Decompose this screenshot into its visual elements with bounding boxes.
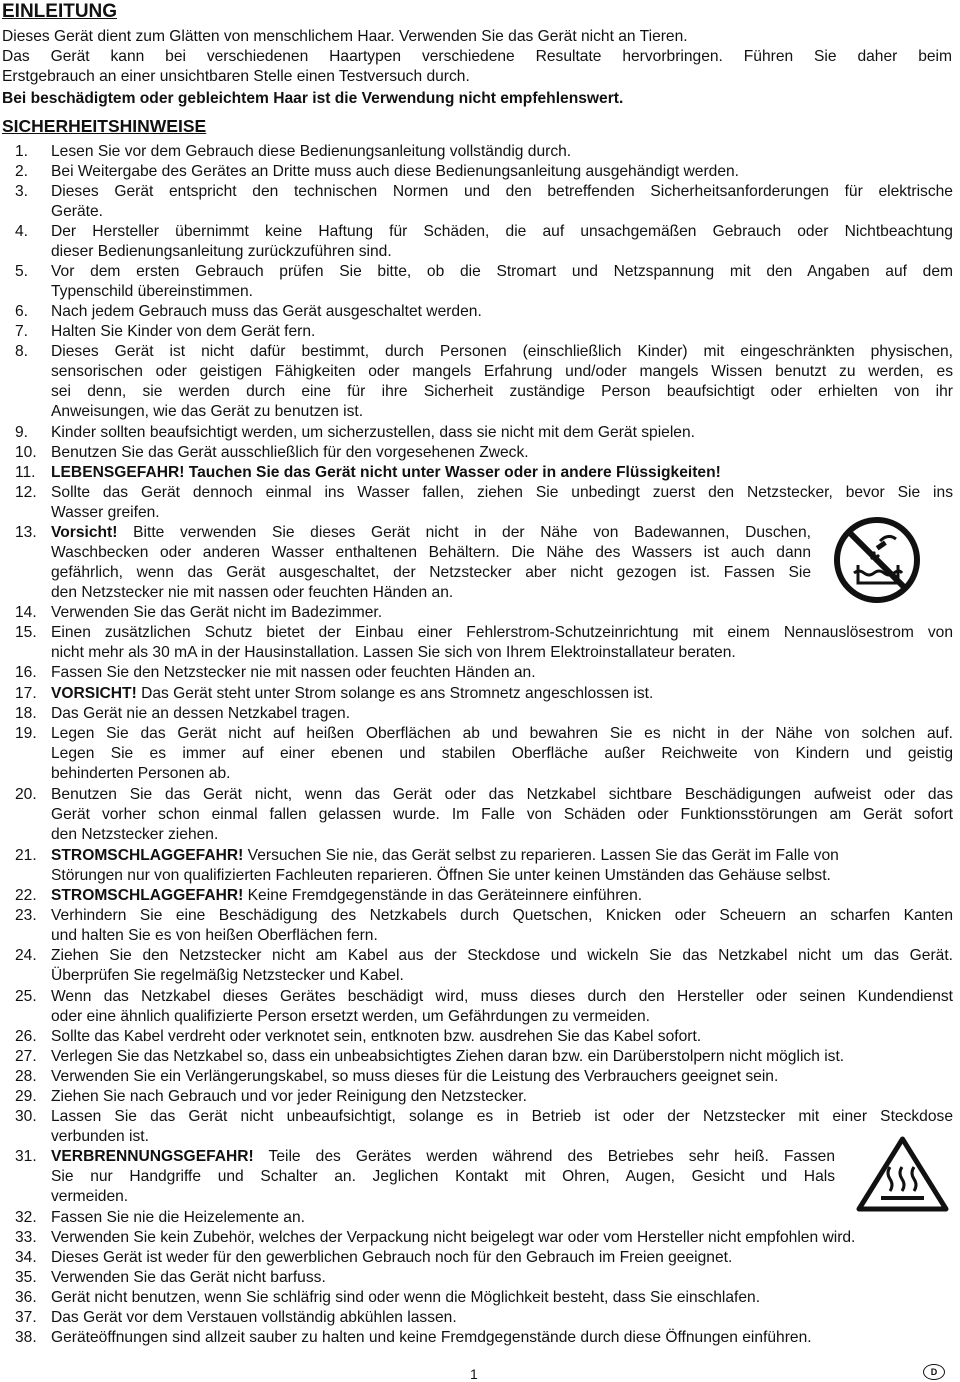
item-text-rest: Bitte verwenden Sie dieses Gerät nicht in der Nähe von Badewannen, Duschen, bbox=[117, 524, 811, 541]
item-text: Gerät nicht benutzen, wenn Sie schläfrig sind oder wenn die Möglichkeit besteht, dass Sie einschlafen. bbox=[51, 1289, 761, 1306]
item-number: 26. bbox=[15, 1028, 37, 1045]
item-number: 25. bbox=[15, 988, 37, 1005]
item-text: Ziehen Sie nach Gebrauch und vor jeder Reinigung den Netzstecker. bbox=[51, 1088, 527, 1105]
item-text: Benutzen Sie das Gerät nicht, wenn das Gerät oder das Netzkabel sichtbare Beschädigungen aufweist oder das bbox=[51, 786, 953, 803]
item-number: 19. bbox=[15, 725, 37, 742]
item-text: Das Gerät vor dem Verstauen vollständig abkühlen lassen. bbox=[51, 1309, 457, 1326]
item-text: Verwenden Sie ein Verlängerungskabel, so muss dieses für die Leistung des Verbrauchers geeignet sein. bbox=[51, 1068, 779, 1085]
item-number: 7. bbox=[15, 323, 29, 340]
item-number: 37. bbox=[15, 1309, 37, 1326]
item-text-cont: sei denn, sie werden durch eine für ihre Sicherheit zuständige Person beaufsichtigt oder erhielten von ihr bbox=[51, 383, 953, 400]
item-text: Vor dem ersten Gebrauch prüfen Sie bitte, ob die Stromart und Netzspannung mit den Angaben auf dem bbox=[51, 263, 953, 280]
item-text: Dieses Gerät ist nicht dafür bestimmt, durch Personen (einschließlich Kinder) mit eingeschränkten physischen, bbox=[51, 343, 953, 360]
item-number: 33. bbox=[15, 1229, 37, 1246]
item-text: Der Hersteller übernimmt keine Haftung für Schäden, die auf unsachgemäßen Gebrauch oder Nichtbeachtung bbox=[51, 223, 953, 240]
item-number: 12. bbox=[15, 484, 37, 501]
item-number: 35. bbox=[15, 1269, 37, 1286]
item-text-cont: und halten Sie es von heißen Oberflächen fern. bbox=[51, 927, 378, 944]
page-number: 1 bbox=[470, 1366, 478, 1382]
item-number: 5. bbox=[15, 263, 29, 280]
item-text-cont: behinderten Personen ab. bbox=[51, 765, 231, 782]
item-text-cont: vermeiden. bbox=[51, 1188, 129, 1205]
item-number: 11. bbox=[15, 464, 36, 481]
item-text: Einen zusätzlichen Schutz bietet der Einbau einer Fehlerstrom-Schutzeinrichtung mit einem Nennauslösestrom von bbox=[51, 624, 953, 641]
item-text: Verwenden Sie das Gerät nicht barfuss. bbox=[51, 1269, 326, 1286]
item-number: 3. bbox=[15, 183, 29, 200]
item-text-rest: Versuchen Sie nie, das Gerät selbst zu reparieren. Lassen Sie das Gerät im Falle von bbox=[243, 847, 839, 864]
item-number: 10. bbox=[15, 444, 37, 461]
item-text-cont: Gerät vorher schon einmal fallen gelassen wurde. Im Falle von Schäden oder Funktionsstörungen am Gerät sofort bbox=[51, 806, 953, 823]
item-text bbox=[51, 846, 839, 866]
item-number: 29. bbox=[15, 1088, 37, 1105]
item-text: Halten Sie Kinder von dem Gerät fern. bbox=[51, 323, 316, 340]
item-number: 23. bbox=[15, 907, 37, 924]
item-text: Bei Weitergabe des Gerätes an Dritte muss auch diese Bedienungsanleitung ausgehändigt werden. bbox=[51, 163, 740, 180]
item-number: 4. bbox=[15, 223, 29, 240]
item-text-cont: Störungen nur von qualifizierten Fachleuten reparieren. Öffnen Sie unter keinen Umständen das Gehäuse selbst. bbox=[51, 867, 831, 884]
item-number: 34. bbox=[15, 1249, 37, 1266]
item-text bbox=[51, 1147, 835, 1167]
item-text: Lesen Sie vor dem Gebrauch diese Bedienungsanleitung vollständig durch. bbox=[51, 143, 572, 160]
item-text-cont: den Netzstecker nie mit nassen oder feuchten Händen an. bbox=[51, 584, 454, 601]
item-text: Wenn das Netzkabel dieses Gerätes beschädigt wird, muss dieses durch den Hersteller oder seinen Kundendienst bbox=[51, 988, 953, 1005]
item-number: 9. bbox=[15, 424, 29, 441]
item-text: Geräteöffnungen sind allzeit sauber zu halten und keine Fremdgegenstände durch diese Öffnungen einführen. bbox=[51, 1329, 812, 1346]
item-number: 22. bbox=[15, 887, 37, 904]
item-text-cont: oder eine ähnlich qualifizierte Person ersetzt werden, um Gefährdungen zu vermeiden. bbox=[51, 1008, 650, 1025]
item-text-rest: Keine Fremdgegenstände in das Geräteinnere einführen. bbox=[243, 887, 643, 904]
item-text: Verwenden Sie das Gerät nicht im Badezimmer. bbox=[51, 604, 383, 621]
item-number: 32. bbox=[15, 1209, 37, 1226]
item-text bbox=[51, 886, 642, 906]
item-number: 21. bbox=[15, 847, 37, 864]
item-text-rest: Das Gerät steht unter Strom solange es ans Stromnetz angeschlossen ist. bbox=[136, 685, 654, 702]
item-number: 27. bbox=[15, 1048, 37, 1065]
item-text: Nach jedem Gebrauch muss das Gerät ausgeschaltet werden. bbox=[51, 303, 482, 320]
item-number: 28. bbox=[15, 1068, 37, 1085]
item-text-cont: Anweisungen, wie das Gerät zu benutzen ist. bbox=[51, 403, 364, 420]
item-text: Lassen Sie das Gerät nicht unbeaufsichtigt, solange es in Betrieb ist oder der Netzstecker mit einer Steckdose bbox=[51, 1108, 953, 1125]
item-text-bold: STROMSCHLAGGEFAHR! bbox=[51, 847, 244, 864]
item-number: 13. bbox=[15, 524, 37, 541]
item-number: 18. bbox=[15, 705, 37, 722]
item-text-cont: Legen Sie es immer auf einer ebenen und stabilen Oberfläche außer Reichweite von Kindern und geistig bbox=[51, 745, 953, 762]
item-text-cont: Überprüfen Sie regelmäßig Netzstecker und Kabel. bbox=[51, 967, 404, 984]
item-text: Verwenden Sie kein Zubehör, welches der Verpackung nicht beigelegt war oder vom Hersteller nicht empfohlen wird. bbox=[51, 1229, 856, 1246]
item-text-cont: dieser Bedienungsanleitung zurückzuführen sind. bbox=[51, 243, 392, 260]
item-number: 36. bbox=[15, 1289, 37, 1306]
item-text-cont: gefährlich, wenn das Gerät ausgeschaltet, der Netzstecker aber nicht gezogen ist. Fassen Sie bbox=[51, 564, 811, 581]
item-text-cont: verbunden ist. bbox=[51, 1128, 149, 1145]
item-text: Kinder sollten beaufsichtigt werden, um sicherzustellen, dass sie nicht mit dem Gerät spielen. bbox=[51, 424, 695, 441]
item-text-bold: VORSICHT! bbox=[51, 685, 137, 702]
item-number: 15. bbox=[15, 624, 37, 641]
country-badge: D bbox=[923, 1364, 945, 1380]
item-text: Verlegen Sie das Netzkabel so, dass ein unbeabsichtigtes Ziehen daran bzw. ein Darüberstolpern nicht möglich ist. bbox=[51, 1048, 845, 1065]
item-text: Legen Sie das Gerät nicht auf heißen Oberflächen ab und bewahren Sie es nicht in der Nähe von solchen auf. bbox=[51, 725, 953, 742]
item-number: 30. bbox=[15, 1108, 37, 1125]
item-text bbox=[51, 684, 653, 704]
intro-line-2: Das Gerät kann bei verschiedenen Haartypen verschiedene Resultate hervorbringen. Führen Sie daher beim bbox=[2, 48, 952, 65]
intro-line-3: Erstgebrauch an einer unsichtbaren Stelle einen Testversuch durch. bbox=[2, 68, 470, 85]
item-text-cont: Wasser greifen. bbox=[51, 504, 160, 521]
item-number: 24. bbox=[15, 947, 37, 964]
item-number: 38. bbox=[15, 1329, 37, 1346]
item-text-bold: LEBENSGEFAHR! Tauchen Sie das Gerät nicht unter Wasser oder in andere Flüssigkeiten! bbox=[51, 464, 721, 481]
item-text: Fassen Sie den Netzstecker nie mit nassen oder feuchten Händen an. bbox=[51, 664, 536, 681]
item-text: Ziehen Sie den Netzstecker nicht am Kabel aus der Steckdose und wickeln Sie das Netzkabel nicht um das Gerät. bbox=[51, 947, 953, 964]
hot-surface-warning-icon bbox=[855, 1135, 950, 1213]
intro-line-1: Dieses Gerät dient zum Glätten von menschlichem Haar. Verwenden Sie das Gerät nicht an Tieren. bbox=[2, 28, 688, 45]
item-text-bold: VERBRENNUNGSGEFAHR! bbox=[51, 1148, 254, 1165]
item-text-cont: Sie nur Handgriffe und Schalter an. Jeglichen Kontakt mit Ohren, Augen, Gesicht und Hals bbox=[51, 1168, 835, 1185]
item-text-rest: Teile des Gerätes werden während des Betriebes sehr heiß. Fassen bbox=[253, 1148, 835, 1165]
item-text: Sollte das Gerät dennoch einmal ins Wasser fallen, ziehen Sie unbedingt zuerst den Netzstecker, bevor Sie ins bbox=[51, 484, 953, 501]
item-number: 16. bbox=[15, 664, 37, 681]
item-number: 14. bbox=[15, 604, 37, 621]
item-text-cont: Typenschild übereinstimmen. bbox=[51, 283, 253, 300]
item-text-cont: Geräte. bbox=[51, 203, 104, 220]
item-text: Verhindern Sie eine Beschädigung des Netzkabels durch Quetschen, Knicken oder Scheuern an scharfen Kanten bbox=[51, 907, 953, 924]
item-text-cont: nicht mehr als 30 mA in der Hausinstallation. Lassen Sie sich von Ihrem Elektroinstallateur beraten. bbox=[51, 644, 736, 661]
no-water-bath-icon bbox=[832, 515, 922, 605]
item-text-bold: Vorsicht! bbox=[51, 524, 118, 541]
item-number: 1. bbox=[15, 143, 29, 160]
item-text-cont: Waschbecken oder anderen Wasser enthaltenen Behältern. Die Nähe des Wassers ist auch dann bbox=[51, 544, 811, 561]
item-text: Dieses Gerät ist weder für den gewerblichen Gebrauch noch für den Gebrauch im Freien geeignet. bbox=[51, 1249, 733, 1266]
intro-heading: EINLEITUNG bbox=[2, 1, 118, 22]
item-number: 20. bbox=[15, 786, 37, 803]
item-text bbox=[51, 523, 811, 543]
item-number: 6. bbox=[15, 303, 29, 320]
item-text-bold: STROMSCHLAGGEFAHR! bbox=[51, 887, 244, 904]
item-text-cont: den Netzstecker ziehen. bbox=[51, 826, 219, 843]
item-text: Fassen Sie nie die Heizelemente an. bbox=[51, 1209, 305, 1226]
intro-line-4: Bei beschädigtem oder gebleichtem Haar ist die Verwendung nicht empfehlenswert. bbox=[2, 90, 624, 107]
item-number: 2. bbox=[15, 163, 29, 180]
item-number: 31. bbox=[15, 1148, 37, 1165]
item-number: 8. bbox=[15, 343, 29, 360]
item-text: Dieses Gerät entspricht den technischen Normen und den betreffenden Sicherheitsanforderungen für elektrische bbox=[51, 183, 953, 200]
item-number: 17. bbox=[15, 685, 37, 702]
item-text: Sollte das Kabel verdreht oder verknotet sein, entknoten bzw. ausdrehen Sie das Kabel sofort. bbox=[51, 1028, 702, 1045]
item-text: Benutzen Sie das Gerät ausschließlich für den vorgesehenen Zweck. bbox=[51, 444, 529, 461]
item-text: Das Gerät nie an dessen Netzkabel tragen. bbox=[51, 705, 351, 722]
safety-heading: SICHERHEITSHINWEISE bbox=[2, 116, 207, 136]
item-text-cont: sensorischen oder geistigen Fähigkeiten oder mangels Erfahrung und/oder mangels Wissen benutzt zu werden, es bbox=[51, 363, 953, 380]
